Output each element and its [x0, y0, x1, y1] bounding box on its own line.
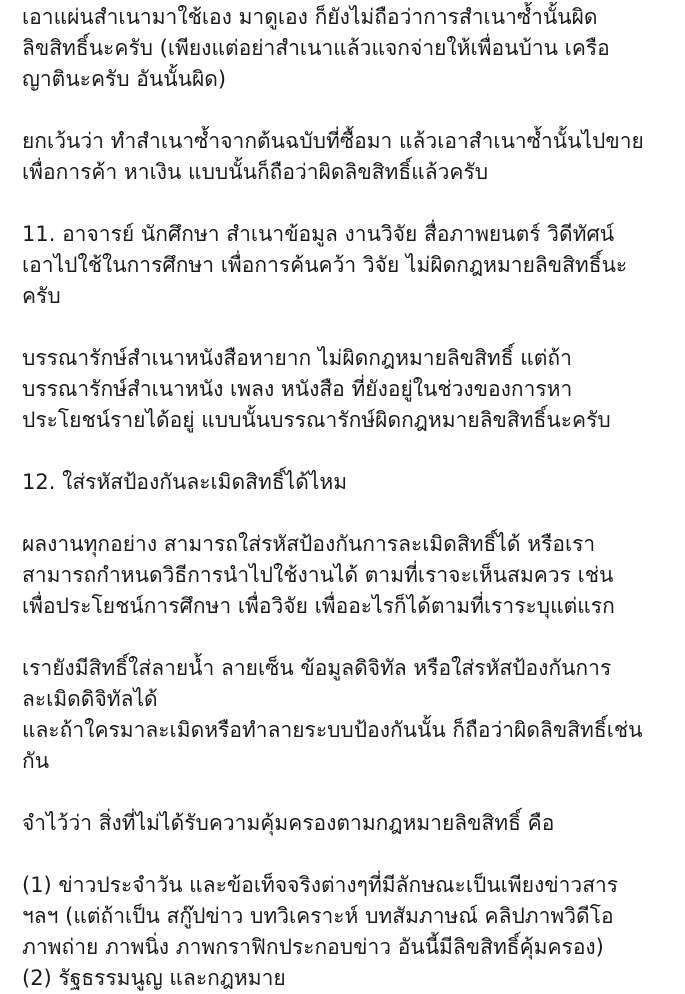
document-body	[22, 2, 677, 994]
paragraph-copy-for-self	[22, 2, 677, 95]
paragraph-librarian	[22, 343, 677, 436]
text-line: ละเมิดดิจิทัลได้	[22, 687, 158, 711]
text-line: ฯลฯ (แต่ถ้าเป็น สกู๊ปข่าว บทวิเคราะห์ บทสัมภาษณ์ คลิปภาพวิดีโอ	[22, 904, 614, 928]
list-item: (2) รัฐธรรมนูญ และกฎหมาย	[22, 966, 286, 990]
text-line: กัน	[22, 749, 50, 773]
text-line: 12. ใส่รหัสป้องกันละเมิดสิทธิ์ได้ไหม	[22, 470, 348, 494]
text-line: บรรณารักษ์สำเนาหนัง เพลง หนังสือ ที่ยังอยู่ในช่วงของการหา	[22, 377, 573, 401]
text-line: เรายังมีสิทธิ์ใส่ลายน้ำ ลายเซ็น ข้อมูลดิจิทัล หรือใส่รหัสป้องกันการ	[22, 656, 612, 680]
text-line: เพื่อประโยชน์การศึกษา เพื่อวิจัย เพื่ออะไรก็ได้ตามที่เราระบุแต่แรก	[22, 594, 615, 618]
text-line: เอาแผ่นสำเนามาใช้เอง มาดูเอง ก็ยังไม่ถือว่าการสำเนาซ้ำนั้นผิด	[22, 5, 598, 29]
paragraph-not-protected-intro	[22, 808, 677, 839]
paragraph-exception-selling	[22, 126, 677, 188]
text-line: เพื่อการค้า หาเงิน แบบนั้นก็ถือว่าผิดลิขสิทธิ์แล้วครับ	[22, 160, 489, 184]
text-line: ผลงานทุกอย่าง สามารถใส่รหัสป้องกันการละเมิดสิทธิ์ได้ หรือเรา	[22, 532, 596, 556]
text-line: และถ้าใครมาละเมิดหรือทำลายระบบป้องกันนั้น ก็ถือว่าผิดลิขสิทธิ์เช่น	[22, 718, 643, 742]
paragraph-item-11-education	[22, 219, 677, 312]
text-line: ยกเว้นว่า ทำสำเนาซ้ำจากต้นฉบับที่ซื้อมา แล้วเอาสำเนาซ้ำนั้นไปขาย	[22, 129, 644, 153]
text-line: ภาพถ่าย ภาพนิ่ง ภาพกราฟิกประกอบข่าว อันนี้มีลิขสิทธิ์คุ้มครอง)	[22, 935, 604, 959]
paragraph-protection-code	[22, 529, 677, 622]
paragraph-not-protected-list	[22, 870, 677, 994]
text-line: ลิขสิทธิ์นะครับ (เพียงแต่อย่าสำเนาแล้วแจกจ่ายให้เพื่อนบ้าน เครือ	[22, 36, 610, 60]
text-line: ครับ	[22, 284, 61, 308]
text-line: ประโยชน์รายได้อยู่ แบบนั้นบรรณารักษ์ผิดกฎหมายลิขสิทธิ์นะครับ	[22, 408, 611, 432]
text-line: สามารถกำหนดวิธีการนำไปใช้งานได้ ตามที่เราจะเห็นสมควร เช่น	[22, 563, 614, 587]
text-line: เอาไปใช้ในการศึกษา เพื่อการค้นคว้า วิจัย ไม่ผิดกฎหมายลิขสิทธิ์นะ	[22, 253, 628, 277]
text-line: จำไว้ว่า สิ่งที่ไม่ได้รับความคุ้มครองตามกฎหมายลิขสิทธิ์ คือ	[22, 811, 555, 835]
text-line: บรรณารักษ์สำเนาหนังสือหายาก ไม่ผิดกฎหมายลิขสิทธิ์ แต่ถ้า	[22, 346, 572, 370]
text-line: ญาตินะครับ อันนั้นผิด)	[22, 67, 227, 91]
list-item: (1) ข่าวประจำวัน และข้อเท็จจริงต่างๆที่มีลักษณะเป็นเพียงข่าวสาร	[22, 873, 619, 897]
paragraph-item-12-heading	[22, 467, 677, 498]
paragraph-watermark	[22, 653, 677, 777]
text-line: 11. อาจารย์ นักศึกษา สำเนาข้อมูล งานวิจัย สื่อภาพยนตร์ วิดีทัศน์	[22, 222, 615, 246]
